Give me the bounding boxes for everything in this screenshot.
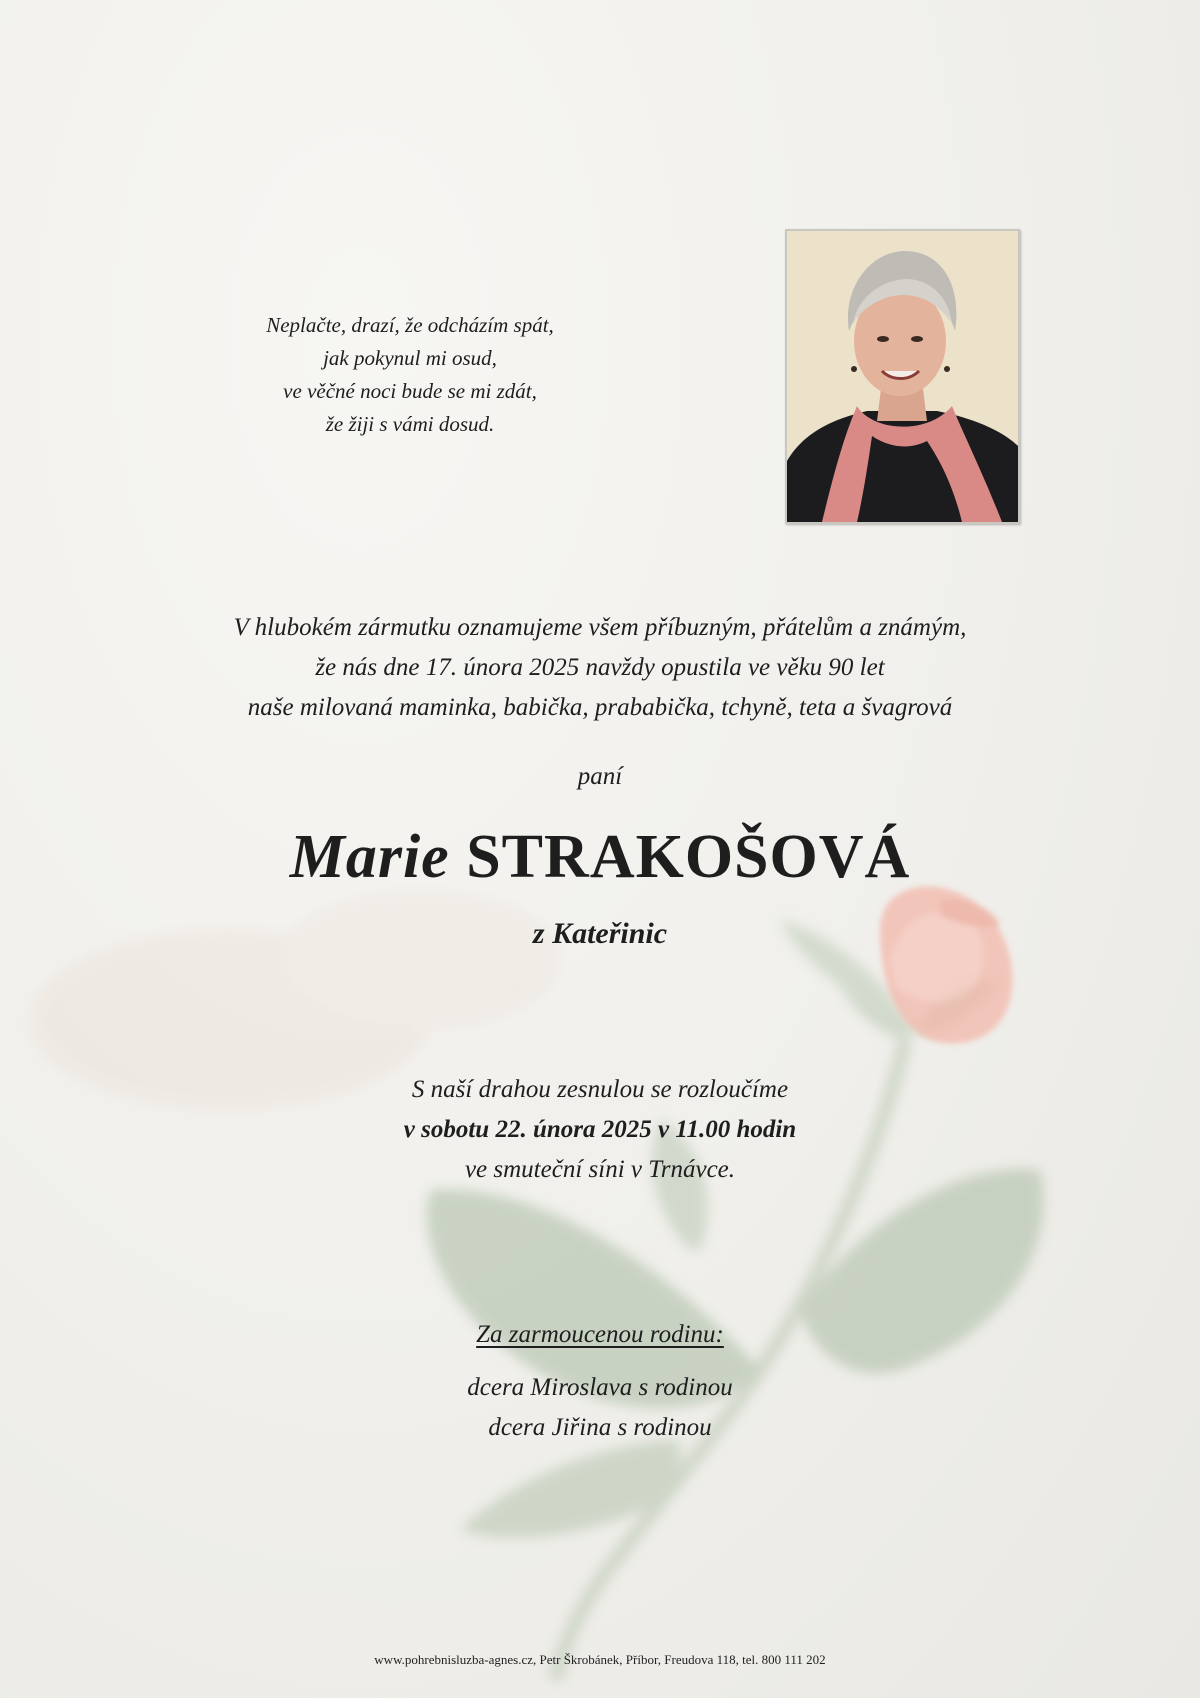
surname: STRAKOŠOVÁ — [466, 823, 911, 891]
portrait-photo — [785, 229, 1020, 524]
family-list — [300, 1368, 900, 1448]
family-member: dcera Miroslava s rodinou — [467, 1374, 733, 1401]
poem-line: Neplačte, drazí, že odcházím spát, — [266, 313, 554, 337]
family-member: dcera Jiřina s rodinou — [488, 1414, 712, 1441]
family-heading — [350, 1321, 850, 1349]
portrait-photo-icon — [787, 231, 1018, 522]
poem-line: že žiji s vámi dosud. — [325, 412, 495, 436]
farewell-line: S naší drahou zesnulou se rozloučíme — [411, 1076, 789, 1103]
poem-line: ve věčné noci bude se mi zdát, — [283, 379, 537, 403]
announcement-line: naše milovaná maminka, babička, prababička, tchyně, teta a švagrová — [247, 694, 953, 721]
first-name: Marie — [289, 823, 450, 891]
poem-line: jak pokynul mi osud, — [323, 346, 497, 370]
poem — [210, 309, 610, 441]
deceased-name — [100, 822, 1100, 893]
title-prefix: paní — [577, 763, 623, 790]
footer: www.pohrebnisluzba-agnes.cz, Petr Škrobánek, Příbor, Freudova 118, tel. 800 111 202 — [374, 1652, 826, 1667]
announcement-line: že nás dne 17. února 2025 navždy opustila ve věku 90 let — [315, 654, 885, 681]
announcement — [100, 608, 1100, 728]
farewell-place: ve smuteční síni v Trnávce. — [464, 1156, 736, 1183]
farewell-date: v sobotu 22. února 2025 v 11.00 hodin — [403, 1116, 797, 1143]
origin: z Kateřinic — [532, 917, 668, 950]
family-heading-text: Za zarmoucenou rodinu: — [476, 1321, 724, 1348]
announcement-line: V hlubokém zármutku oznamujeme všem příbuzným, přátelům a známým, — [233, 614, 967, 641]
farewell — [200, 1070, 1000, 1190]
